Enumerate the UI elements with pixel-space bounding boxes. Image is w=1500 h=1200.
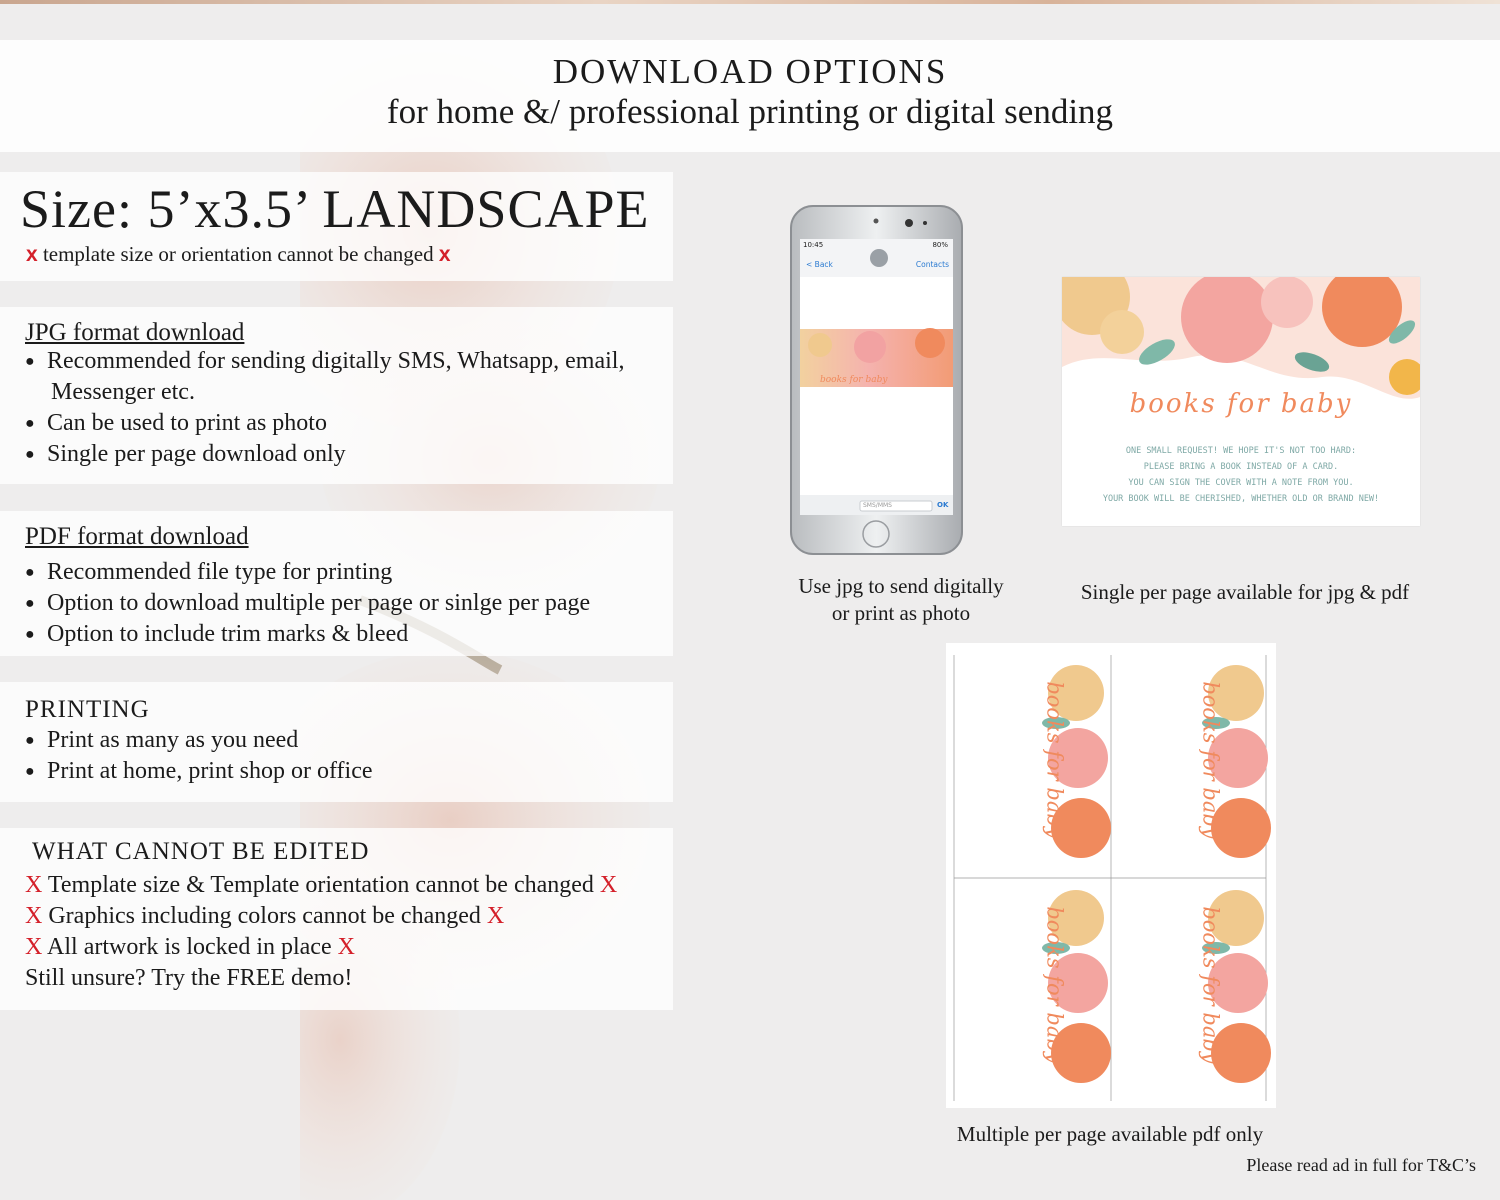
list-item: ● Can be used to print as photo — [25, 410, 327, 436]
footnote: Please read ad in full for T&C’s — [1246, 1155, 1476, 1175]
mini-card-title: books for baby — [1198, 906, 1223, 1064]
bullet-icon: ● — [25, 446, 35, 464]
card-body: ONE SMALL REQUEST! WE HOPE IT'S NOT TOO HARD: PLEASE BRING A BOOK INSTEAD OF A CARD. YOU CAN SIGN THE COVER WITH A NOTE FROM YOU. YOUR BOOK WILL BE CHERISHED, WHETHER OLD OR BRAND NEW! — [1102, 446, 1380, 504]
pdf-panel — [0, 511, 673, 656]
size-title: Size: 5’x3.5’ LANDSCAPE — [20, 179, 650, 239]
jpg-panel — [0, 307, 673, 484]
avatar-icon — [870, 249, 888, 267]
x-mark-icon: X — [25, 872, 43, 898]
list-item: X Graphics including colors cannot be changed X — [25, 903, 505, 929]
list-item: ● Recommended file type for printing — [25, 559, 393, 585]
x-mark-icon: X — [25, 934, 43, 960]
list-item: Messenger etc. — [51, 379, 195, 405]
list-item: X All artwork is locked in place X — [25, 934, 355, 960]
contacts-button[interactable]: Contacts — [915, 260, 949, 269]
x-mark-icon: X — [25, 903, 43, 929]
bullet-icon: ● — [25, 626, 35, 644]
demo-line: Still unsure? Try the FREE demo! — [25, 965, 353, 991]
mini-card-title: books for baby — [1198, 681, 1223, 839]
phone-mockup — [790, 205, 963, 555]
pdf-heading: PDF format download — [25, 523, 249, 550]
printing-heading: PRINTING — [25, 696, 150, 723]
x-mark-icon: X — [599, 872, 618, 898]
bullet-icon: ● — [25, 732, 35, 750]
jpg-heading: JPG format download — [25, 319, 245, 346]
top-decor-stripe — [0, 0, 1500, 4]
bullet-icon: ● — [25, 564, 35, 582]
bullet-icon: ● — [25, 595, 35, 613]
list-item: ● Single per page download only — [25, 441, 346, 467]
list-item: X Template size & Template orientation cannot be changed X — [25, 872, 618, 898]
page-title: DOWNLOAD OPTIONS — [552, 52, 948, 91]
phone-card-title: books for baby — [820, 375, 888, 385]
mini-card-title: books for baby — [1042, 681, 1067, 839]
list-item: ● Print as many as you need — [25, 727, 299, 753]
mini-card-title: books for baby — [1042, 906, 1067, 1064]
card-title: books for baby — [1129, 389, 1353, 419]
single-caption: Single per page available for jpg & pdf — [1080, 580, 1410, 604]
list-item: ● Recommended for sending digitally SMS, Whatsapp, email, — [25, 348, 625, 374]
back-button[interactable]: < Back — [806, 260, 833, 269]
size-note — [26, 242, 451, 267]
multiple-caption: Multiple per page available pdf only — [956, 1122, 1264, 1146]
x-mark-icon: x — [26, 243, 38, 266]
bullet-icon: ● — [25, 763, 35, 781]
x-mark-icon: X — [337, 934, 355, 960]
list-item: ● Option to include trim marks & bleed — [25, 621, 409, 647]
ok-button[interactable]: OK — [937, 501, 949, 509]
printing-panel — [0, 682, 673, 802]
phone-caption: Use jpg to send digitally or print as photo — [798, 574, 1004, 625]
page-subtitle: for home &/ professional printing or digital sending — [386, 92, 1114, 131]
size-panel — [0, 172, 673, 281]
list-item: ● Option to download multiple per page or sinlge per page — [25, 590, 591, 616]
header-banner — [0, 40, 1500, 152]
multi-sheet-preview — [946, 643, 1276, 1108]
cannot-edit-heading: WHAT CANNOT BE EDITED — [32, 838, 370, 865]
phone-time: 10:45 — [803, 241, 824, 249]
single-card-preview — [1062, 277, 1420, 526]
phone-battery: 80% — [932, 241, 948, 249]
bullet-icon: ● — [25, 415, 35, 433]
bullet-icon: ● — [25, 353, 35, 371]
sms-input[interactable]: SMS/MMS — [863, 502, 892, 509]
list-item: ● Print at home, print shop or office — [25, 758, 373, 784]
x-mark-icon: X — [486, 903, 505, 929]
cannot-edit-panel — [0, 828, 673, 1010]
x-mark-icon: x — [438, 243, 451, 266]
size-note-text: template size or orientation cannot be changed — [42, 242, 434, 266]
